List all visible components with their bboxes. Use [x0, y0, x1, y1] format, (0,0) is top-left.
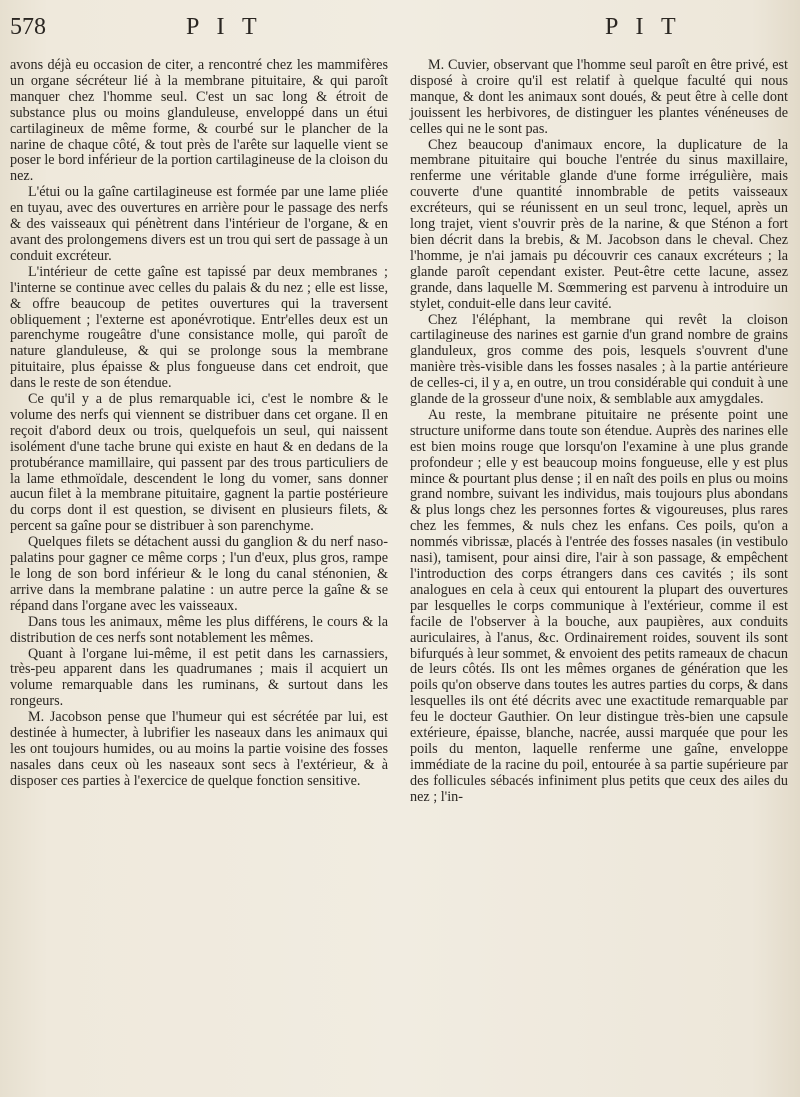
right-column: [410, 58, 788, 1087]
page-number: 578: [10, 14, 46, 40]
paragraph: Ce qu'il y a de plus remarquable ici, c'est le nombre & le volume des nerfs qui viennent se distribuer dans cet organe. Il en reçoit d'abord deux ou trois, quelquefois un seul, qui naissent isolément d'une tache brune qui existe en haut & en dedans de la protubérance mamillaire, qui passent par des trous particuliers de la lame ethmoïdale, descendent le long du vomer, sans donner aucun filet à la membrane pituitaire, gagnent la partie postérieure du corps dont il est question, se divisent en plusieurs filets, & percent sa gaîne pour se distribuer à son parenchyme.: [10, 391, 388, 535]
paragraph: avons déjà eu occasion de citer, a rencontré chez les mammifères un organe sécréteur lié à la membrane pituitaire, & qui paroît manquer chez l'homme seul. C'est un sac long & étroit de substance plus ou moins glanduleuse, enveloppé dans un étui cartilagineux de même forme, & courbé sur le plancher de la narine de chaque côté, & tout près de l'arête sur laquelle vient se poser le bord inférieur de la portion cartilagineuse de la cloison du nez.: [10, 57, 388, 185]
paragraph: L'intérieur de cette gaîne est tapissé par deux membranes ; l'interne se continue avec celles du palais & du nez ; elle est lisse, & offre beaucoup de petites ouvertures qui la traversent obliquement ; l'externe est aponévrotique. Entr'elles deux est un parenchyme rougeâtre d'une consistance molle, qui paroît de nature glanduleuse, & qui se prolonge sous la membrane pituitaire, plus épaisse & plus fongueuse dans cet endroit, que dans le reste de son étendue.: [10, 263, 388, 392]
paragraph: Chez beaucoup d'animaux encore, la duplicature de la membrane pituitaire qui bouche l'entrée du sinus maxillaire, renferme une véritable glande d'une forme irrégulière, mais couverte d'une quantité innombrable de petits vaisseaux excréteurs, qui se réunissent en un seul tronc, lequel, après un long trajet, vient s'ouvrir près de la narine, & que Sténon a fort bien décrit dans la brebis, & M. Jacobson dans le cheval. Chez l'homme, je n'ai jamais pu découvrir ces canaux excréteurs ; la glande paroît cependant exister. Peut-être cette lacune, assez grande, dans laquelle M. Sœmmering est parvenu à introduire un stylet, conduit-elle dans leur cavité.: [410, 136, 788, 312]
left-column: [10, 58, 388, 1087]
paragraph: Chez l'éléphant, la membrane qui revêt la cloison cartilagineuse des narines est garnie d'un grand nombre de grains glanduleux, gros comme des pois, lesquels s'ouvrent d'une manière très-visible dans les fosses nasales ; à la partie antérieure de celles-ci, il y a, en outre, un trou considérable qui conduit à une glande de la grosseur d'une noix, & semblable aux amygdales.: [410, 311, 788, 408]
paragraph: Quant à l'organe lui-même, il est petit dans les carnassiers, très-peu apparent dans les quadrumanes ; mais il acquiert un volume remarquable dans les ruminans, & surtout dans les rongeurs.: [10, 645, 388, 710]
running-head-right: P I T: [605, 14, 682, 40]
paragraph: M. Cuvier, observant que l'homme seul paroît en être privé, est disposé à croire qu'il est relatif à quelque faculté qui nous manque, & dont les animaux sont doués, & peut être à celle dont jouissent les herbivores, de distinguer les plantes vénéneuses de celles qui ne le sont pas.: [410, 57, 788, 137]
paragraph: Dans tous les animaux, même les plus différens, le cours & la distribution de ces nerfs sont notablement les mêmes.: [10, 613, 388, 646]
paragraph: Au reste, la membrane pituitaire ne présente point une structure uniforme dans toute son étendue. Auprès des narines elle est bien moins rouge que lorsqu'on l'examine à une plus grande profondeur ; elle y est beaucoup moins fongueuse, elle y est plus mince & pourtant plus dense ; il en naît des poils en plus ou moins grand nombre, suivant les individus, mais toujours plus abondans & plus longs chez les personnes fortes & vigoureuses, plus rares chez les femmes, & nuls chez les enfans. Ces poils, qu'on a nommés vibrissæ, placés à l'entrée des fosses nasales (in vestibulo nasi), tamisent, pour ainsi dire, l'air à son passage, & empêchent l'introduction des corps étrangers dans ces cavités ; ils sont analogues en cela à ceux qui entourent la plupart des ouvertures par lesquelles le corps communique à l'extérieur, comme il est facile de l'observer à la bouche, aux paupières, aux conduits auriculaires, à l'anus, &c. Ordinairement roides, souvent ils sont bifurqués à leur sommet, & envoient des petits rameaux de chacun de leurs côtés. Ils ont les mêmes organes de génération que les poils qu'on observe dans toutes les autres parties du corps, & dans lesquelles ils ont été décrits avec une exactitude remarquable par feu le docteur Gauthier. On leur distingue très-bien une capsule extérieure, épaisse, blanche, nacrée, aussi marquée que pour les poils du menton, laquelle renferme une gaîne, enveloppe immédiate de la racine du poil, entourée à sa partie supérieure par des follicules sébacés infiniment plus petits que ceux des ailes du nez ; l'in-: [410, 406, 788, 805]
paragraph: M. Jacobson pense que l'humeur qui est sécrétée par lui, est destinée à humecter, à lubrifier les naseaux dans les animaux qui les ont toujours humides, ou au moins la partie voisine des fosses nasales dans ceux où les naseaux sont secs à l'extérieur, & à disposer ces parties à l'exercice de quelque fonction sensitive.: [10, 709, 388, 789]
text-columns: [10, 58, 790, 1087]
page-header: [10, 14, 790, 50]
paragraph: Quelques filets se détachent aussi du ganglion & du nerf naso-palatins pour gagner ce même corps ; l'un d'eux, plus gros, rampe le long de son bord inférieur & le long du canal sténonien, & arrive dans la membrane palatine : un autre perce la gaîne & se répand dans l'organe avec les vaisseaux.: [10, 534, 388, 614]
paragraph: L'étui ou la gaîne cartilagineuse est formée par une lame pliée en tuyau, avec des ouvertures en arrière pour le passage des nerfs & des vaisseaux qui pénètrent dans l'intérieur de l'organe, & en avant des prolongemens divers est un trou qui sert de passage à un conduit excréteur.: [10, 184, 388, 264]
running-head-left: P I T: [186, 14, 263, 40]
